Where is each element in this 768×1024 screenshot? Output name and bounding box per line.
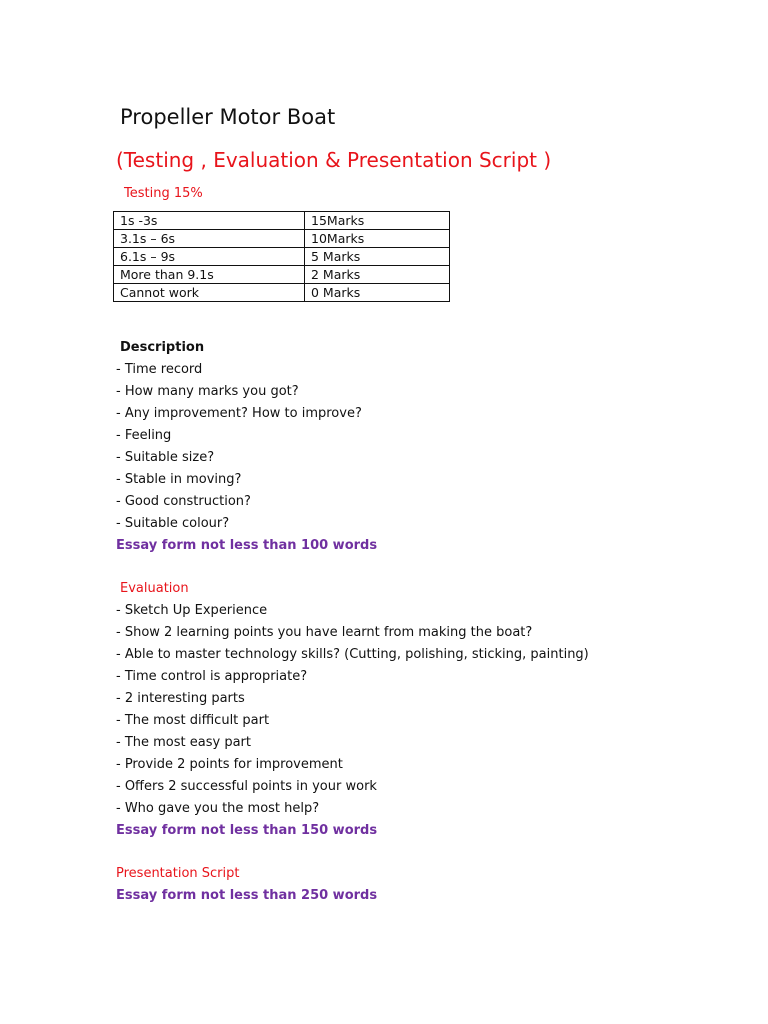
list-item: - Suitable size? (116, 450, 215, 465)
testing-heading: Testing 15% (124, 186, 203, 201)
time-range-cell: 6.1s – 9s (114, 248, 305, 266)
list-item: - Sketch Up Experience (116, 603, 268, 618)
table-row (114, 230, 450, 248)
table-row (114, 266, 450, 284)
marks-cell: 10Marks (305, 230, 450, 248)
time-range-cell: Cannot work (114, 284, 305, 302)
table-row (114, 284, 450, 302)
document-subtitle: (Testing , Evaluation & Presentation Script ) (116, 148, 552, 172)
list-item: - Stable in moving? (116, 472, 242, 487)
list-item: - The most difficult part (116, 713, 270, 728)
marks-cell: 0 Marks (305, 284, 450, 302)
time-range-cell: 1s -3s (114, 212, 305, 230)
marks-cell: 2 Marks (305, 266, 450, 284)
marks-cell: 15Marks (305, 212, 450, 230)
marks-cell: 5 Marks (305, 248, 450, 266)
evaluation-heading: Evaluation (120, 581, 189, 596)
list-item: - 2 interesting parts (116, 691, 245, 706)
list-item: - Who gave you the most help? (116, 801, 320, 816)
presentation-heading: Presentation Script (116, 866, 240, 881)
time-range-cell: More than 9.1s (114, 266, 305, 284)
time-range-cell: 3.1s – 6s (114, 230, 305, 248)
list-item: - Good construction? (116, 494, 251, 509)
list-item: - Offers 2 successful points in your work (116, 779, 377, 794)
testing-marks-table (113, 211, 450, 302)
list-item: - The most easy part (116, 735, 251, 750)
table-row (114, 248, 450, 266)
list-item: - Time record (116, 362, 203, 377)
document-title: Propeller Motor Boat (120, 105, 336, 129)
presentation-essay-note: Essay form not less than 250 words (116, 888, 378, 903)
list-item: - Provide 2 points for improvement (116, 757, 343, 772)
list-item: - Feeling (116, 428, 172, 443)
description-heading: Description (120, 340, 205, 355)
list-item: - Suitable colour? (116, 516, 230, 531)
list-item: - Any improvement? How to improve? (116, 406, 362, 421)
list-item: - Show 2 learning points you have learnt from making the boat? (116, 625, 533, 640)
description-essay-note: Essay form not less than 100 words (116, 538, 378, 553)
evaluation-essay-note: Essay form not less than 150 words (116, 823, 378, 838)
list-item: - How many marks you got? (116, 384, 299, 399)
list-item: - Time control is appropriate? (116, 669, 308, 684)
list-item: - Able to master technology skills? (Cutting, polishing, sticking, painting) (116, 647, 589, 662)
table-row (114, 212, 450, 230)
